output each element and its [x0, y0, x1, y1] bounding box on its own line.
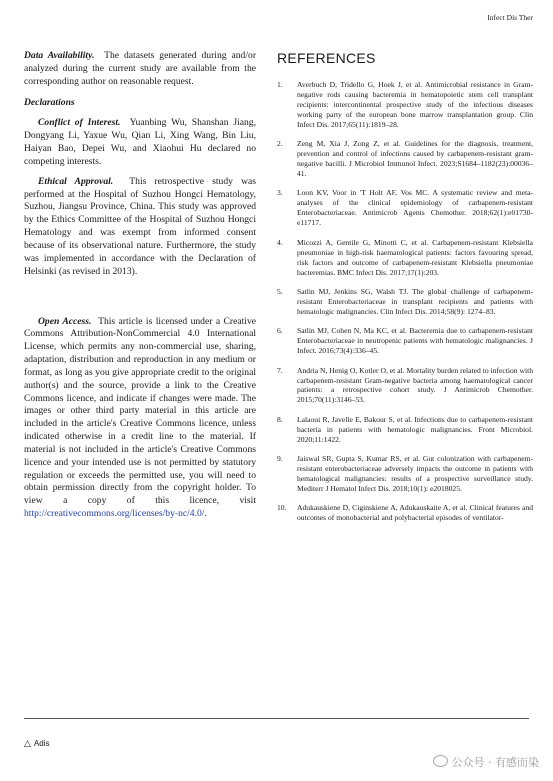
open-access-heading: Open Access. — [38, 315, 92, 327]
reference-text: Andria N, Henig O, Kotler O, et al. Mortality burden related to infection with carbapenem-resistant Gram-negative bacteria among haematological cancer patients: a retrospective cohort study. J Antimicrob Chemother. 2015;70(11):3146–53. — [297, 365, 533, 405]
wechat-icon — [433, 755, 448, 767]
reference-number: 6. — [277, 326, 283, 336]
reference-item — [277, 326, 533, 356]
reference-item — [277, 454, 533, 494]
reference-text: Zeng M, Xia J, Zong Z, et al. Guidelines for the diagnosis, treatment, prevention and control of infections caused by carbapenem-resistant gram-negative bacilli. J Microbiol Immunol Infect. 2023;S1684–1182(23):00036–41. — [297, 139, 533, 178]
adis-triangle-icon: △ — [24, 738, 31, 748]
conflict-of-interest-paragraph — [24, 117, 256, 168]
ethical-approval-text: This retrospective study was performed at the Hospital of Suzhou Hongci Hematology, Suzhou, Jiangsu Province, China. This study was approved by the Ethics Committee of the Hospital of Suzhou Hongci Hematology and was exempt from informed consent because of its observational nature. Furthermore, the study was implemented in accordance with the Declaration of Helsinki (as revised in 2013). — [24, 175, 256, 277]
reference-number: 1. — [277, 80, 283, 89]
open-access-end: . — [204, 508, 207, 520]
publisher-name: Adis — [33, 739, 50, 748]
reference-number: 4. — [277, 237, 283, 247]
reference-item — [277, 238, 533, 278]
reference-number: 8. — [277, 414, 283, 424]
references-list — [277, 80, 533, 523]
open-access-paragraph — [24, 316, 256, 522]
data-availability-text: The datasets generated during and/or analyzed during the current study are available from the corresponding author on reasonable request. — [24, 50, 257, 87]
footer-divider — [24, 718, 529, 719]
reference-item — [277, 188, 533, 228]
watermark — [433, 754, 540, 770]
reference-text: Satlin MJ, Cohen N, Ma KC, et al. Bacteremia due to carbapenem-resistant Enterobacteriaceae in neutropenic patients with hematologic malignancies. J Infect. 2016;73(4):336–45. — [297, 326, 533, 356]
open-access-text: This article is licensed under a Creative Commons Attribution-NonCommercial 4.0 International License, which permits any non-commercial use, sharing, adaptation, distribution and reproduction in any medium or format, as long as you give appropriate credit to the original author(s) and the source, provide a link to the Creative Commons licence, and indicate if changes were made. The images or other third party material in this article are included in the article's Creative Commons licence, unless indicated otherwise in a credit line to the material. If material is not included in the article's Creative Commons licence and your intended use is not permitted by statutory regulation or exceeds the permitted use, you will need to obtain permission directly from the copyright holder. To view a copy of this licence, visit — [24, 315, 257, 507]
reference-text: Satlin MJ, Jenkins SG, Walsh TJ. The global challenge of carbapenem-resistant Enterobacteriaceae in transplant recipients and patients with hematologic malignancies. Clin Infect Dis. 2014;58(9): 1274–83. — [297, 286, 533, 316]
data-availability-paragraph — [24, 50, 256, 89]
data-availability-heading: Data Availability. — [24, 50, 95, 61]
publisher-logo — [24, 738, 49, 749]
reference-number: 5. — [277, 286, 283, 296]
watermark-text: 公众号 · 有感而染 — [451, 756, 539, 769]
reference-item — [277, 139, 533, 179]
journal-name: Infect Dis Ther — [487, 13, 533, 22]
reference-number: 3. — [277, 188, 283, 198]
left-column — [24, 50, 256, 521]
reference-item — [277, 503, 533, 523]
reference-text: Averbuch D, Tridello G, Hoek J, et al. Antimicrobial resistance in Gram-negative rods causing bacteremia in hematopoietic stem cell transplant recipients: intercontinental prospective study of the infectious diseases working party of the european bone marrow transplantation group. Clin Infect Dis. 2017;65(11):1819–28. — [297, 80, 533, 129]
reference-item — [277, 80, 533, 130]
reference-number: 2. — [277, 139, 283, 149]
declarations-heading: Declarations — [24, 96, 75, 108]
references-heading: REFERENCES — [277, 50, 376, 66]
reference-item — [277, 415, 533, 445]
reference-text: Jaiswal SR, Gupta S, Kumar RS, et al. Gut colonization with carbapenem-resistant enterobacteriaceae adversely impacts the outcome in patients with hematological malignancies: results of a prospective surveillance study. Mediterr J Hematol Infect Dis. 2018;10(1): e2018025. — [297, 454, 533, 493]
references-column — [277, 50, 533, 533]
conflict-of-interest-heading: Conflict of Interest. — [38, 117, 121, 129]
license-link[interactable]: http://creativecommons.org/licenses/by-nc/4.0/ — [24, 508, 205, 520]
reference-number: 9. — [277, 454, 283, 464]
reference-text: Loon KV, Voor in 'T Holt AF, Vos MC. A systematic review and meta-analyses of the clinical epidemiology of carbapenem-resistant Enterobacteriaceae. Antimicrob Agents Chemother. 2018;62(1):e01730-e11717. — [297, 188, 533, 228]
reference-number: 7. — [277, 365, 283, 375]
ethical-approval-heading: Ethical Approval. — [38, 175, 114, 187]
reference-text: Micozzi A, Gentile G, Minotti C, et al. Carbapenem-resistant Klebsiella pneumoniae in high-risk haematological patients: factors favouring spread, risk factors and outcome of carbapenem-resistant Klebsiella pneumoniae bacteremias. BMC Infect Dis. 2017;17(1):203. — [297, 237, 533, 277]
reference-item — [277, 366, 533, 406]
reference-item — [277, 287, 533, 317]
reference-text: Lalaoui R, Javelle E, Bakour S, et al. Infections due to carbapenem-resistant bacteria in patients with hematologic malignancies. Front Microbiol. 2020;11:1422. — [297, 414, 533, 444]
ethical-approval-paragraph — [24, 176, 256, 279]
reference-text: Adukauskiene D, Ciginskiene A, Adukauskaite A, et al. Clinical features and outcomes of monobacterial and polybacterial episodes of ventilator- — [297, 503, 533, 523]
conflict-of-interest-text: Yuanbing Wu, Shanshan Jiang, Dongyang Li, Yaxue Wu, Qian Li, Xing Wang, Bin Liu, Haiyan Bao, Depei Wu, and Xiaohui Hu declared no competing interests. — [24, 117, 256, 167]
reference-number: 10. — [277, 503, 287, 513]
